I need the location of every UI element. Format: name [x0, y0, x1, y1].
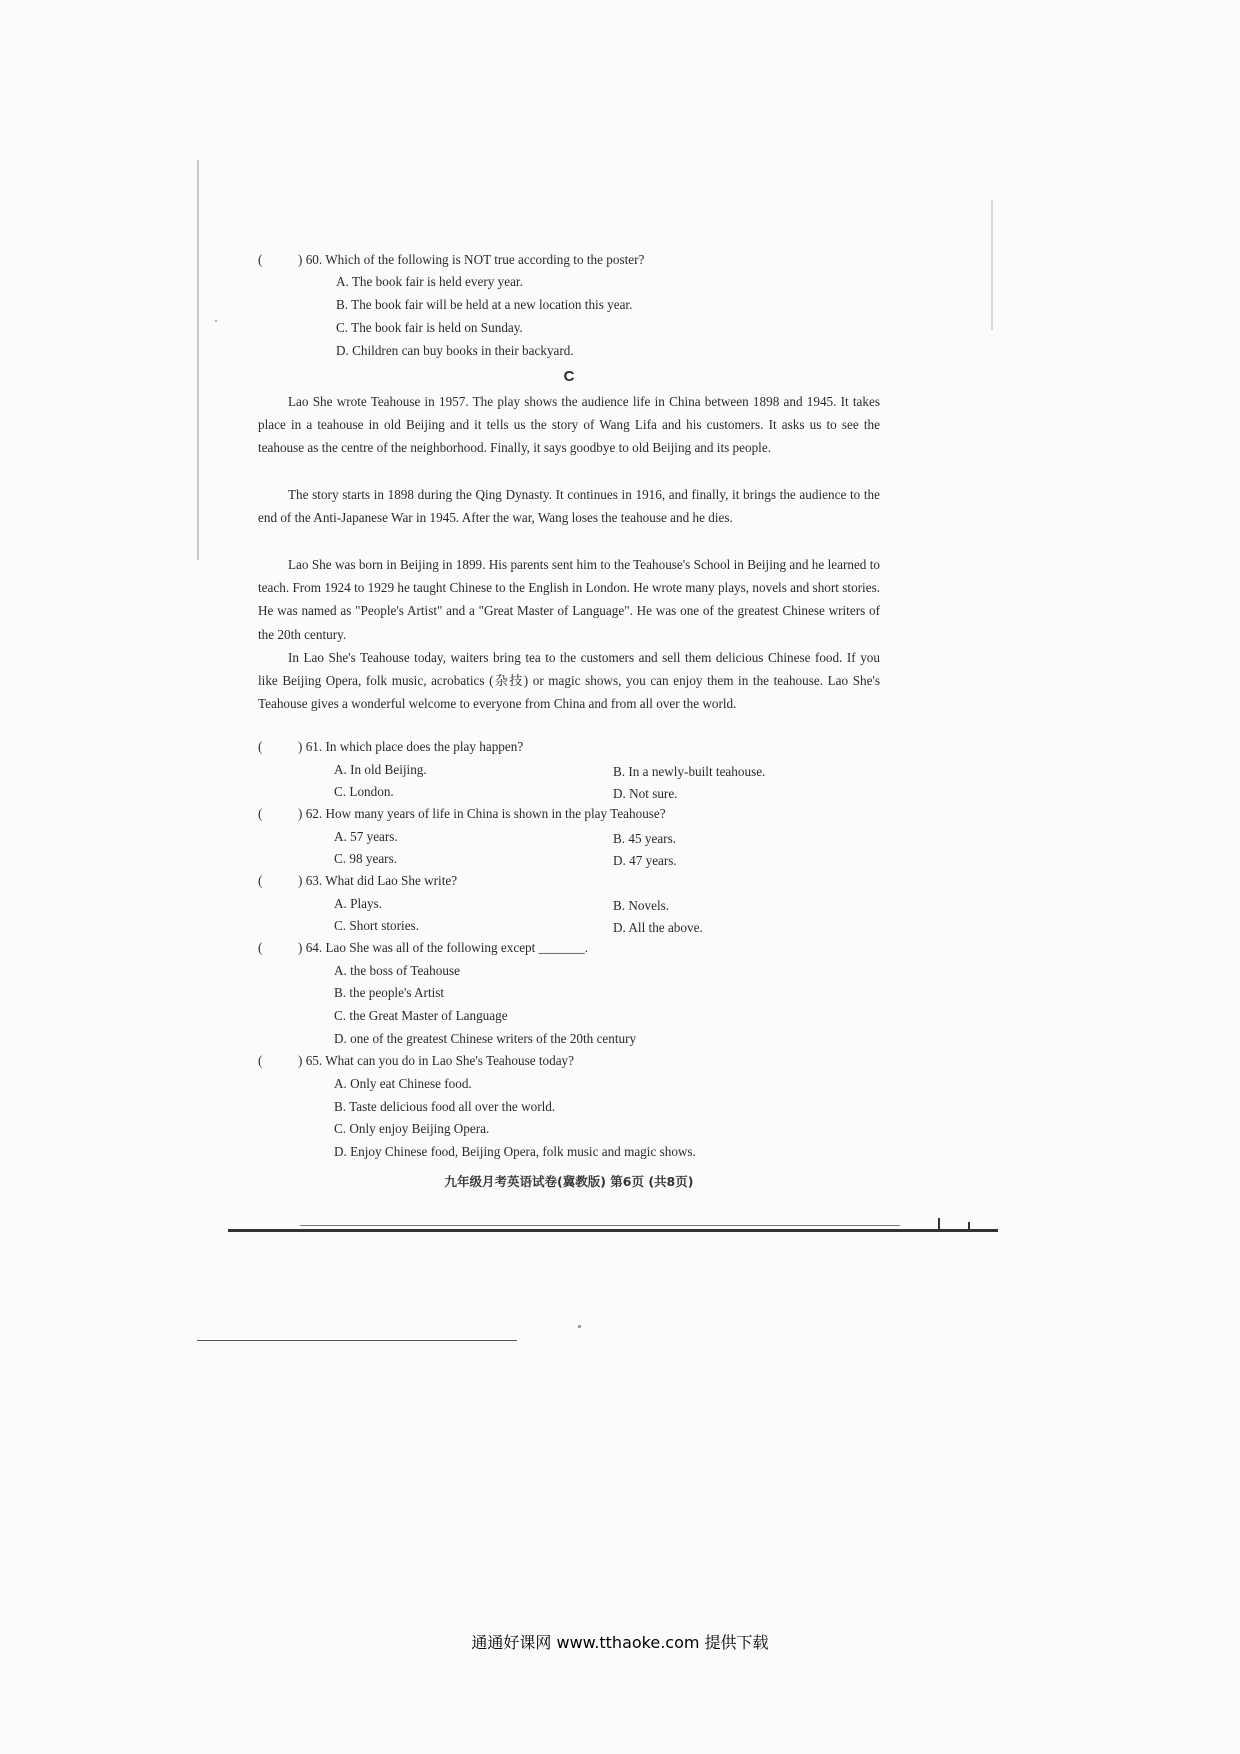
option: D. one of the greatest Chinese writers of the 20th century [334, 1031, 637, 1046]
page-number-footer: 九年级月考英语试卷(冀教版) 第6页 (共8页) [444, 1174, 694, 1189]
option: C. London. [334, 784, 394, 799]
answer-bracket: ( [258, 252, 263, 267]
question-text: ) 62. How many years of life in China is shown in the play Teahouse? [298, 806, 666, 821]
divider [197, 1340, 517, 1341]
question-text: ) 65. What can you do in Lao She's Teahouse today? [298, 1053, 575, 1068]
answer-bracket: ( [258, 806, 263, 821]
option: D. Enjoy Chinese food, Beijing Opera, folk music and magic shows. [334, 1144, 696, 1159]
answer-bracket: ( [258, 940, 263, 955]
option: D. All the above. [613, 920, 703, 935]
option: C. Short stories. [334, 918, 419, 933]
question-63 [258, 873, 457, 895]
passage-paragraph: Lao She was born in Beijing in 1899. His parents sent him to the Teahouse's School in Beijing and he learned to teach. From 1924 to 1929 he taught Chinese to the English in London. He wrote many plays, novels and short stories. He was named as "People's Artist" and a "Great Master of Language". He was one of the greatest Chinese writers of the 20th century. [258, 557, 880, 642]
answer-bracket: ( [258, 1053, 263, 1068]
question-text: ) 61. In which place does the play happen? [298, 739, 524, 754]
option: B. Taste delicious food all over the world. [334, 1099, 556, 1114]
passage-paragraph: The story starts in 1898 during the Qing Dynasty. It continues in 1916, and finally, it brings the audience to the end of the Anti-Japanese War in 1945. After the war, Wang loses the teahouse and he dies. [258, 487, 880, 526]
question-text: ) 63. What did Lao She write? [298, 873, 458, 888]
scan-speck [215, 320, 217, 322]
scan-speck [578, 1325, 581, 1328]
option: D. Children can buy books in their backyard. [336, 343, 574, 358]
option: A. Only eat Chinese food. [334, 1076, 472, 1091]
option: A. the boss of Teahouse [334, 963, 460, 978]
option: B. The book fair will be held at a new location this year. [336, 297, 633, 312]
option: A. The book fair is held every year. [336, 274, 523, 289]
scan-edge-line [991, 200, 993, 330]
option: D. Not sure. [613, 786, 678, 801]
option: A. Plays. [334, 896, 382, 911]
question-64 [258, 940, 588, 962]
divider [228, 1229, 998, 1232]
option: B. the people's Artist [334, 985, 445, 1000]
section-heading: C [563, 368, 575, 385]
scan-edge-line [197, 160, 199, 560]
option: C. The book fair is held on Sunday. [336, 320, 523, 335]
option: C. 98 years. [334, 851, 397, 866]
option: A. In old Beijing. [334, 762, 427, 777]
option: C. Only enjoy Beijing Opera. [334, 1121, 490, 1136]
passage-paragraph: In Lao She's Teahouse today, waiters bring tea to the customers and sell them delicious Chinese food. If you like Beijing Opera, folk music, acrobatics (杂技) or magic shows, you can enjoy them in the teahouse. Lao She's Teahouse gives a wonderful welcome to everyone from China and from all over the world. [258, 650, 880, 712]
divider-tick [968, 1222, 970, 1232]
question-60 [258, 252, 644, 274]
divider [300, 1225, 900, 1226]
option: D. 47 years. [613, 853, 677, 868]
download-source-footer: 通通好课网 www.tthaoke.com 提供下载 [471, 1633, 769, 1652]
option: A. 57 years. [334, 829, 398, 844]
answer-bracket: ( [258, 873, 263, 888]
answer-bracket: ( [258, 739, 263, 754]
question-text: ) 64. Lao She was all of the following except _______. [298, 940, 589, 955]
question-text: ) 60. Which of the following is NOT true according to the poster? [298, 252, 645, 267]
question-61 [258, 739, 523, 761]
option: B. In a newly-built teahouse. [613, 764, 766, 779]
option: B. 45 years. [613, 831, 676, 846]
question-62 [258, 806, 666, 828]
question-65 [258, 1053, 574, 1075]
option: C. the Great Master of Language [334, 1008, 508, 1023]
option: B. Novels. [613, 898, 670, 913]
passage-paragraph: Lao She wrote Teahouse in 1957. The play shows the audience life in China between 1898 and 1945. It takes place in a teahouse in old Beijing and it tells us the story of Wang Lifa and his customers. It asks us to see the teahouse as the centre of the neighborhood. Finally, it says goodbye to old Beijing and its people. [258, 394, 880, 456]
divider-tick [938, 1218, 940, 1232]
